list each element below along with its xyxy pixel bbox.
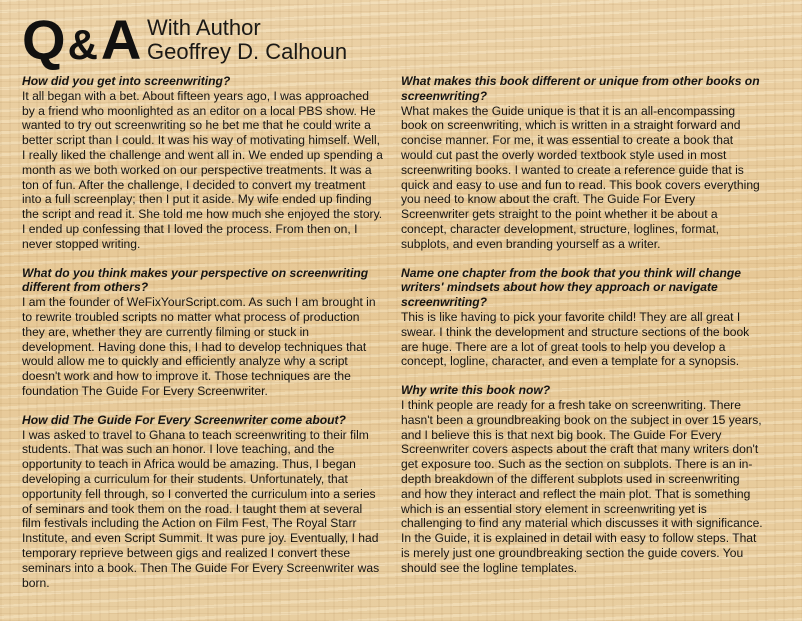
subtitle-line-2: Geoffrey D. Calhoun — [147, 39, 348, 64]
qa-ampersand: & — [67, 21, 98, 68]
answer: This is like having to pick your favorite child! They are all great I swear. I think the development and structure sections of the book are huge. There are a lot of great tools to help you develop a concept, logline, character, and even a template for a synopsis. — [401, 309, 750, 369]
qa-a-letter: A — [100, 8, 141, 71]
right-column — [401, 74, 763, 590]
answer: What makes the Guide unique is that it is an all-encompassing book on screenwriting, which is written in a straight forward and concise manner. For me, it was essential to create a book that would cut past the overly worded textbook style used in most screenwriting books. I wanted to create a reference guide that is quick and easy to use and fun to read. This book covers everything you need to know about the craft. The Guide For Every Screenwriter gets straight to the point whether it be about a concept, character development, structure, loglines, format, subplots, and even branding yourself as a writer. — [401, 103, 760, 251]
left-column — [22, 74, 384, 604]
question: Name one chapter from the book that you think will change writers' mindsets about how they approach or navigate screenwriting? — [401, 265, 742, 310]
qa-q-letter: Q — [22, 8, 65, 71]
question: Why write this book now? — [401, 383, 551, 398]
subtitle-line-1: With Author — [147, 15, 261, 40]
question: What do you think makes your perspective on screenwriting different from others? — [22, 265, 369, 295]
answer: I think people are ready for a fresh take on screenwriting. There hasn't been a groundbreaking book on the subject in over 15 years, and I believe this is that next big book. The Guide For Every Screenwriter covers aspects about the craft that many writers don't get exposure too. Such as the section on subplots. There is an in-depth breakdown of the different subplots used in screenwriting and how they interact and reflect the main plot. That is something which is an essential story element in screenwriting yet is challenging to find any material which discusses it with significance. In the Guide, it is explained in detail with easy to follow steps. That is merely just one groundbreaking section the guide covers. You should see the logline templates. — [401, 397, 763, 575]
answer: It all began with a bet. About fifteen years ago, I was approached by a friend who moonlighted as an editor on a local PBS show. He wanted to try out screenwriting so he bet me that he could write a better script than I could. It was his way of motivating himself. Well, I really liked the challenge and went all in. We ended up spending a month as we both worked on our perspective treatments. It was a ton of fun. After the challenge, I decided to convert my treatment into a full screenplay; then I put it aside. My wife ended up finding the script and read it. She told me how much she enjoyed the story. I ended up confessing that I loved the process. From then on, I never stopped writing. — [22, 88, 383, 251]
subtitle — [147, 16, 347, 64]
question: What makes this book different or unique from other books on screenwriting? — [401, 74, 760, 103]
qa-logo — [22, 10, 140, 75]
answer: I was asked to travel to Ghana to teach screenwriting to their film students. That was such an honor. I love teaching, and the opportunity to teach in Africa would be amazing. Thus, I began developing a curriculum for their students. Unfortunately, that opportunity fell through, so I converted the curriculum into a series of seminars and took them on the road. I taught them at several film festivals including the Action on Film Fest, The Royal Starr Institute, and even Script Summit. It was pure joy. Eventually, I had temporary reprieve between gigs and realized I convert these seminars into a book. Then The Guide For Every Screenwriter was born. — [22, 427, 380, 590]
answer: I am the founder of WeFixYourScript.com. As such I am brought in to rewrite troubled scripts no matter what process of production they are, whether they are currently filming or stuck in development. Having done this, I had to develop techniques that would allow me to quickly and efficiently analyze why a script doesn't work and how to improve it. Those techniques are the foundation The Guide For Every Screenwriter. — [22, 295, 376, 398]
question: How did you get into screenwriting? — [22, 74, 231, 88]
question: How did The Guide For Every Screenwriter come about? — [22, 412, 346, 427]
